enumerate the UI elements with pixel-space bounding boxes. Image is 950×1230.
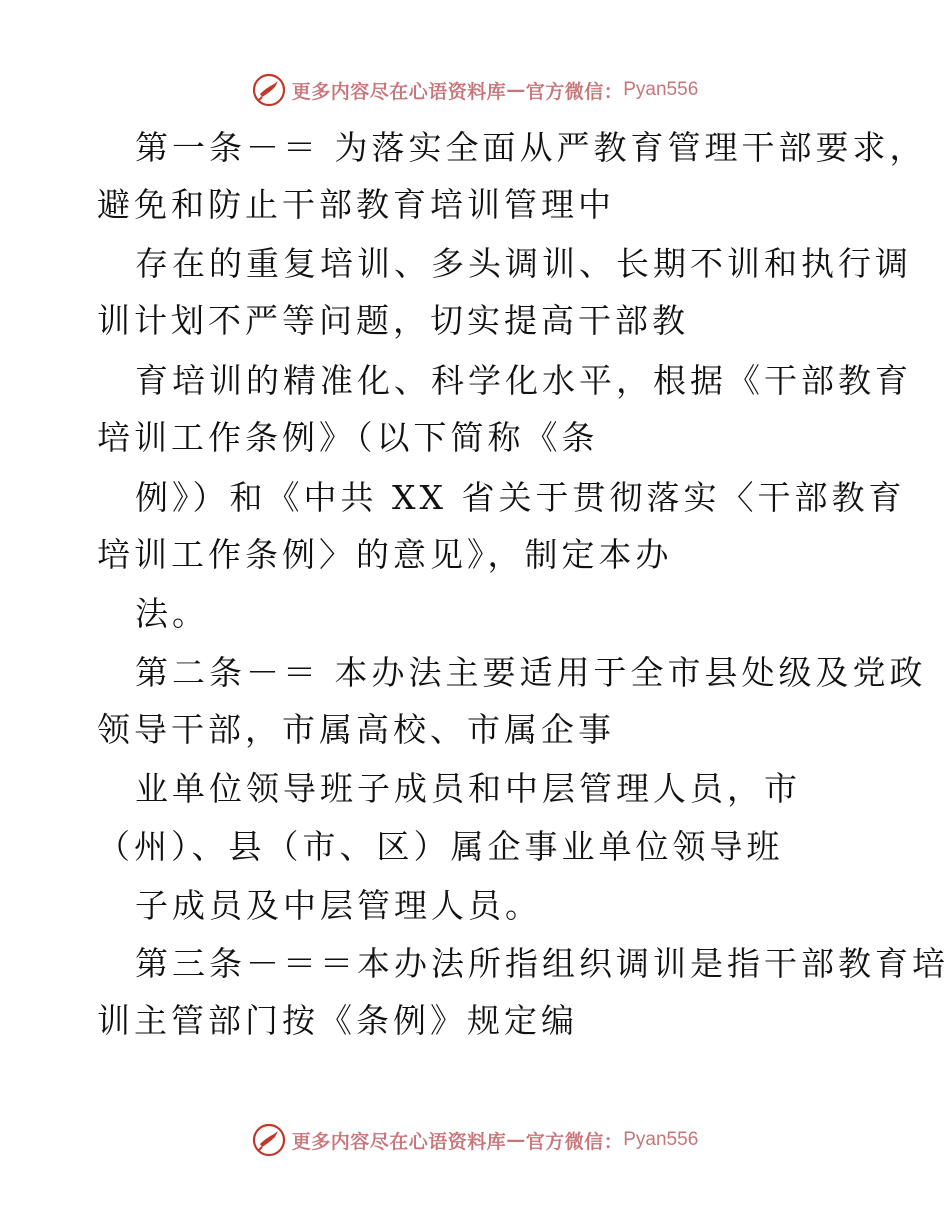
watermark-brand: 更多内容尽在心语资料库 [291,1130,507,1153]
watermark-dash: — [506,1129,526,1151]
text-line: 法。 [135,594,209,633]
watermark-brand: 更多内容尽在心语资料库 [291,80,507,103]
text-line: 业单位领导班子成员和中层管理人员，市 [135,769,801,808]
book-logo-icon [252,1123,286,1157]
watermark-suffix: 官方微信： [525,1130,624,1153]
text-line: 育培训的精准化、科学化水平，根据《干部教育 [135,361,912,400]
footer-watermark [0,1120,950,1160]
watermark-account: Pyan556 [623,1129,699,1150]
text-line: 培训工作条例》（以下简称《条 [97,418,599,457]
text-line: 存在的重复培训、多头调训、长期不训和执行调 [135,244,912,283]
watermark-account: Pyan556 [623,79,699,100]
watermark-suffix: 官方微信： [525,80,624,103]
text-line: 领导干部，市属高校、市属企事 [97,710,615,749]
text-line: 第一条－＝ 为落实全面从严教育管理干部要求， [135,128,927,167]
text-line: （州）、县（市、区）属企事业单位领导班 [97,827,784,866]
text-line: 培训工作条例〉的意见》，制定本办 [97,535,673,574]
text-line: 避免和防止干部教育培训管理中 [97,185,615,224]
text-line: 第三条－＝＝本办法所指组织调训是指干部教育培 [135,944,949,983]
text-line: 训主管部门按《条例》规定编 [97,1001,578,1040]
text-line: 子成员及中层管理人员。 [135,886,542,925]
text-line: 训计划不严等问题，切实提高干部教 [97,301,689,340]
text-line: 第二条－＝ 本办法主要适用于全市县处级及党政 [135,653,927,692]
text-line: 例》）和《中共 XX 省关于贯彻落实〈干部教育 [135,478,906,517]
watermark-dash: — [506,79,526,101]
